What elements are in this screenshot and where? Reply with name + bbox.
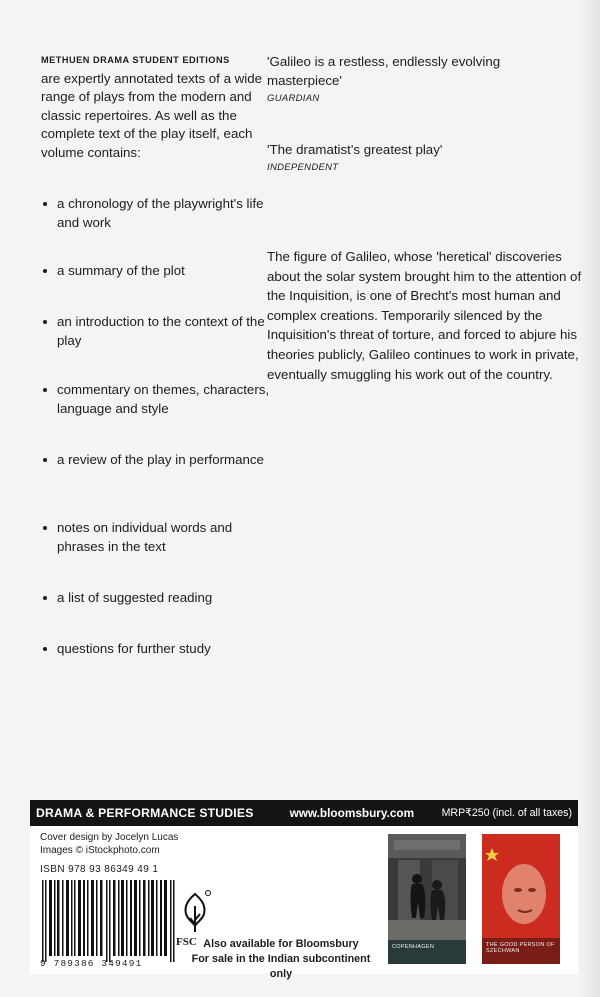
quote-source: INDEPENDENT	[267, 162, 339, 173]
availability-notice	[181, 937, 381, 982]
related-book-cover[interactable]	[482, 834, 560, 964]
quote-text: 'The dramatist's greatest play'	[267, 142, 443, 157]
features-column	[41, 50, 271, 163]
images-credit: Images © iStockphoto.com	[40, 845, 160, 856]
book-blurb: The figure of Galileo, whose 'heretical' discoveries about the solar system brought him to the attention of the Inquisition, is one of Brecht's most human and complex creations. Temporarily silenced by the Inquisition's threat of torture, and forced to abjure his theories publicly, Galileo continues to work in private, eventually smuggling his work out of the country.	[267, 249, 582, 382]
also-available-text: Also available for Bloomsbury	[203, 938, 359, 950]
imprint-area	[30, 826, 578, 980]
feature-item: a summary of the plot	[41, 262, 271, 281]
feature-item: a review of the play in performance	[41, 451, 271, 470]
publisher-url[interactable]: www.bloomsbury.com	[289, 806, 415, 820]
feature-item: a list of suggested reading	[41, 589, 271, 608]
category-banner	[30, 800, 578, 826]
feature-item: an introduction to the context of the play	[41, 313, 271, 350]
feature-item: commentary on themes, characters, language and style	[41, 381, 271, 418]
barcode-icon	[40, 880, 178, 962]
category-label: DRAMA & PERFORMANCE STUDIES	[36, 806, 254, 820]
price-label: MRP₹250 (incl. of all taxes)	[441, 807, 572, 819]
cover-design-credit: Cover design by Jocelyn Lucas	[40, 832, 179, 843]
fsc-label: FSC	[176, 936, 197, 948]
related-book-cover[interactable]	[388, 834, 466, 964]
barcode-number: 9 789386 349491	[40, 958, 143, 969]
isbn: ISBN 978 93 86349 49 1	[40, 864, 159, 875]
cover-edge-shadow	[578, 0, 600, 997]
related-book-title: THE GOOD PERSON OF SZECHWAN	[486, 942, 555, 954]
review-quote	[267, 52, 577, 104]
series-name: METHUEN DRAMA STUDENT EDITIONS	[41, 55, 230, 65]
feature-item: a chronology of the playwright's life and work	[41, 195, 271, 232]
sale-region-text: For sale in the Indian subcontinent only	[191, 953, 371, 980]
series-intro	[41, 50, 271, 163]
related-book-title: COPENHAGEN	[392, 944, 435, 950]
quote-source: GUARDIAN	[267, 93, 320, 104]
feature-item: notes on individual words and phrases in the text	[41, 519, 271, 556]
credits	[40, 831, 178, 857]
feature-item: questions for further study	[41, 640, 271, 659]
series-description: are expertly annotated texts of a wide range of plays from the modern and classic repertoires. As well as the complete text of the play itself, each volume contains:	[41, 70, 263, 160]
review-quote	[267, 140, 577, 173]
quote-text: 'Galileo is a restless, endlessly evolving masterpiece'	[267, 54, 501, 88]
